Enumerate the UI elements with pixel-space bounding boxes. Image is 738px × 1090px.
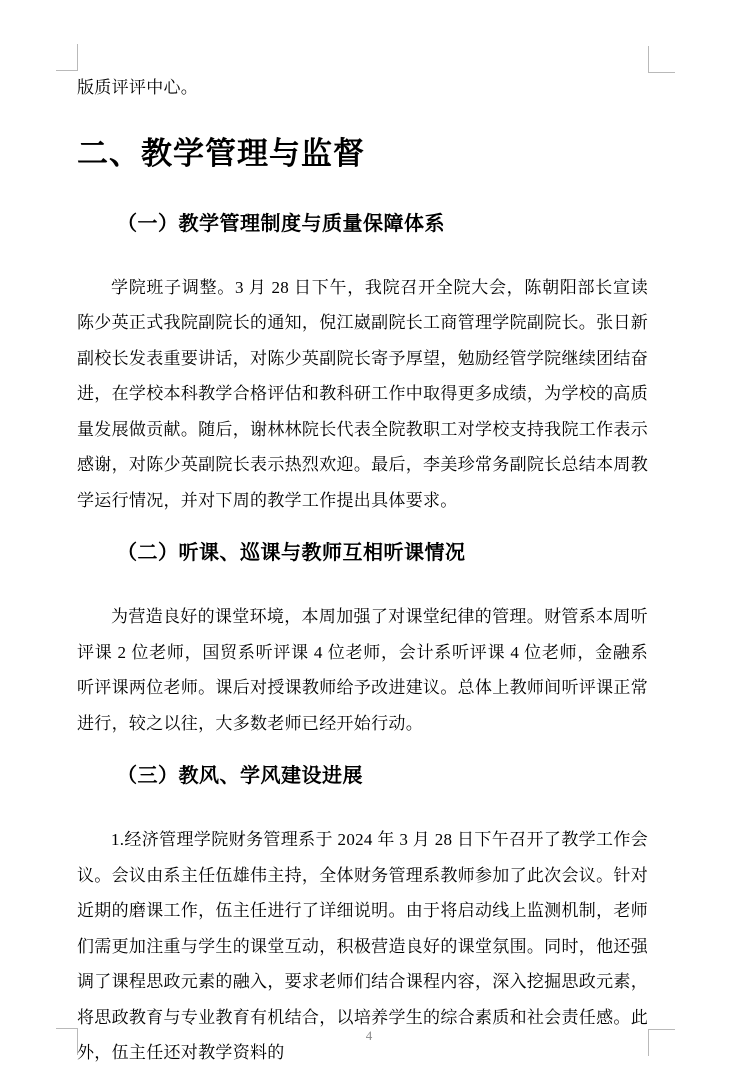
section-1-paragraph-1: 学院班子调整。3 月 28 日下午，我院召开全院大会，陈朝阳部长宣读陈少英正式我院副院长的通知，倪江崴副院长工商管理学院副院长。张日新副校长发表重要讲话，对陈少英副院长寄予厚望，勉励经管学院继续团结奋进，在学校本科教学合格评估和教科研工作中取得更多成绩，为学校的高质量发展做贡献。随后，谢林林院长代表全院教职工对学校支持我院工作表示感谢，对陈少英副院长表示热烈欢迎。最后，李美珍常务副院长总结本周教学运行情况，并对下周的教学工作提出具体要求。 <box>77 277 648 510</box>
text-boundary-mark-top-right <box>648 46 675 73</box>
continuation-paragraph: 版质评评中心。 <box>77 78 199 97</box>
section-2-paragraph-1: 为营造良好的课堂环境，本周加强了对课堂纪律的管理。财管系本周听评课 2 位老师，国贸系听评课 4 位老师，会计系听评课 4 位老师，金融系听评课两位老师。课后对授课教师给予改进建议。总体上教师间听评课正常进行，较之以往，大多数老师已经开始行动。 <box>77 607 648 733</box>
text-boundary-mark-top-left <box>56 44 78 71</box>
section-1-title: （一）教学管理制度与质量保障体系 <box>117 212 445 235</box>
section-3-title: （三）教风、学风建设进展 <box>117 765 363 787</box>
section-3-paragraph-1: 1.经济管理学院财务管理系于 2024 年 3 月 28 日下午召开了教学工作会议。会议由系主任伍雄伟主持，全体财务管理系教师参加了此次会议。针对近期的磨课工作，伍主任进行了详细说明。由于将启动线上监测机制，老师们需更加注重与学生的课堂互动，积极营造良好的课堂氛围。同时，他还强调了课程思政元素的融入，要求老师们结合课程内容，深入挖掘思政元素，将思政教育与专业教育有机结合，以培养学生的综合素质和社会责任感。此外，伍主任还对教学资料的 <box>77 830 648 1062</box>
chapter-heading: 二、教学管理与监督 <box>77 135 365 171</box>
section-2-title: （二）听课、巡课与教师互相听课情况 <box>117 542 466 564</box>
page-number: 4 <box>365 1028 373 1043</box>
document-body <box>77 70 648 1071</box>
